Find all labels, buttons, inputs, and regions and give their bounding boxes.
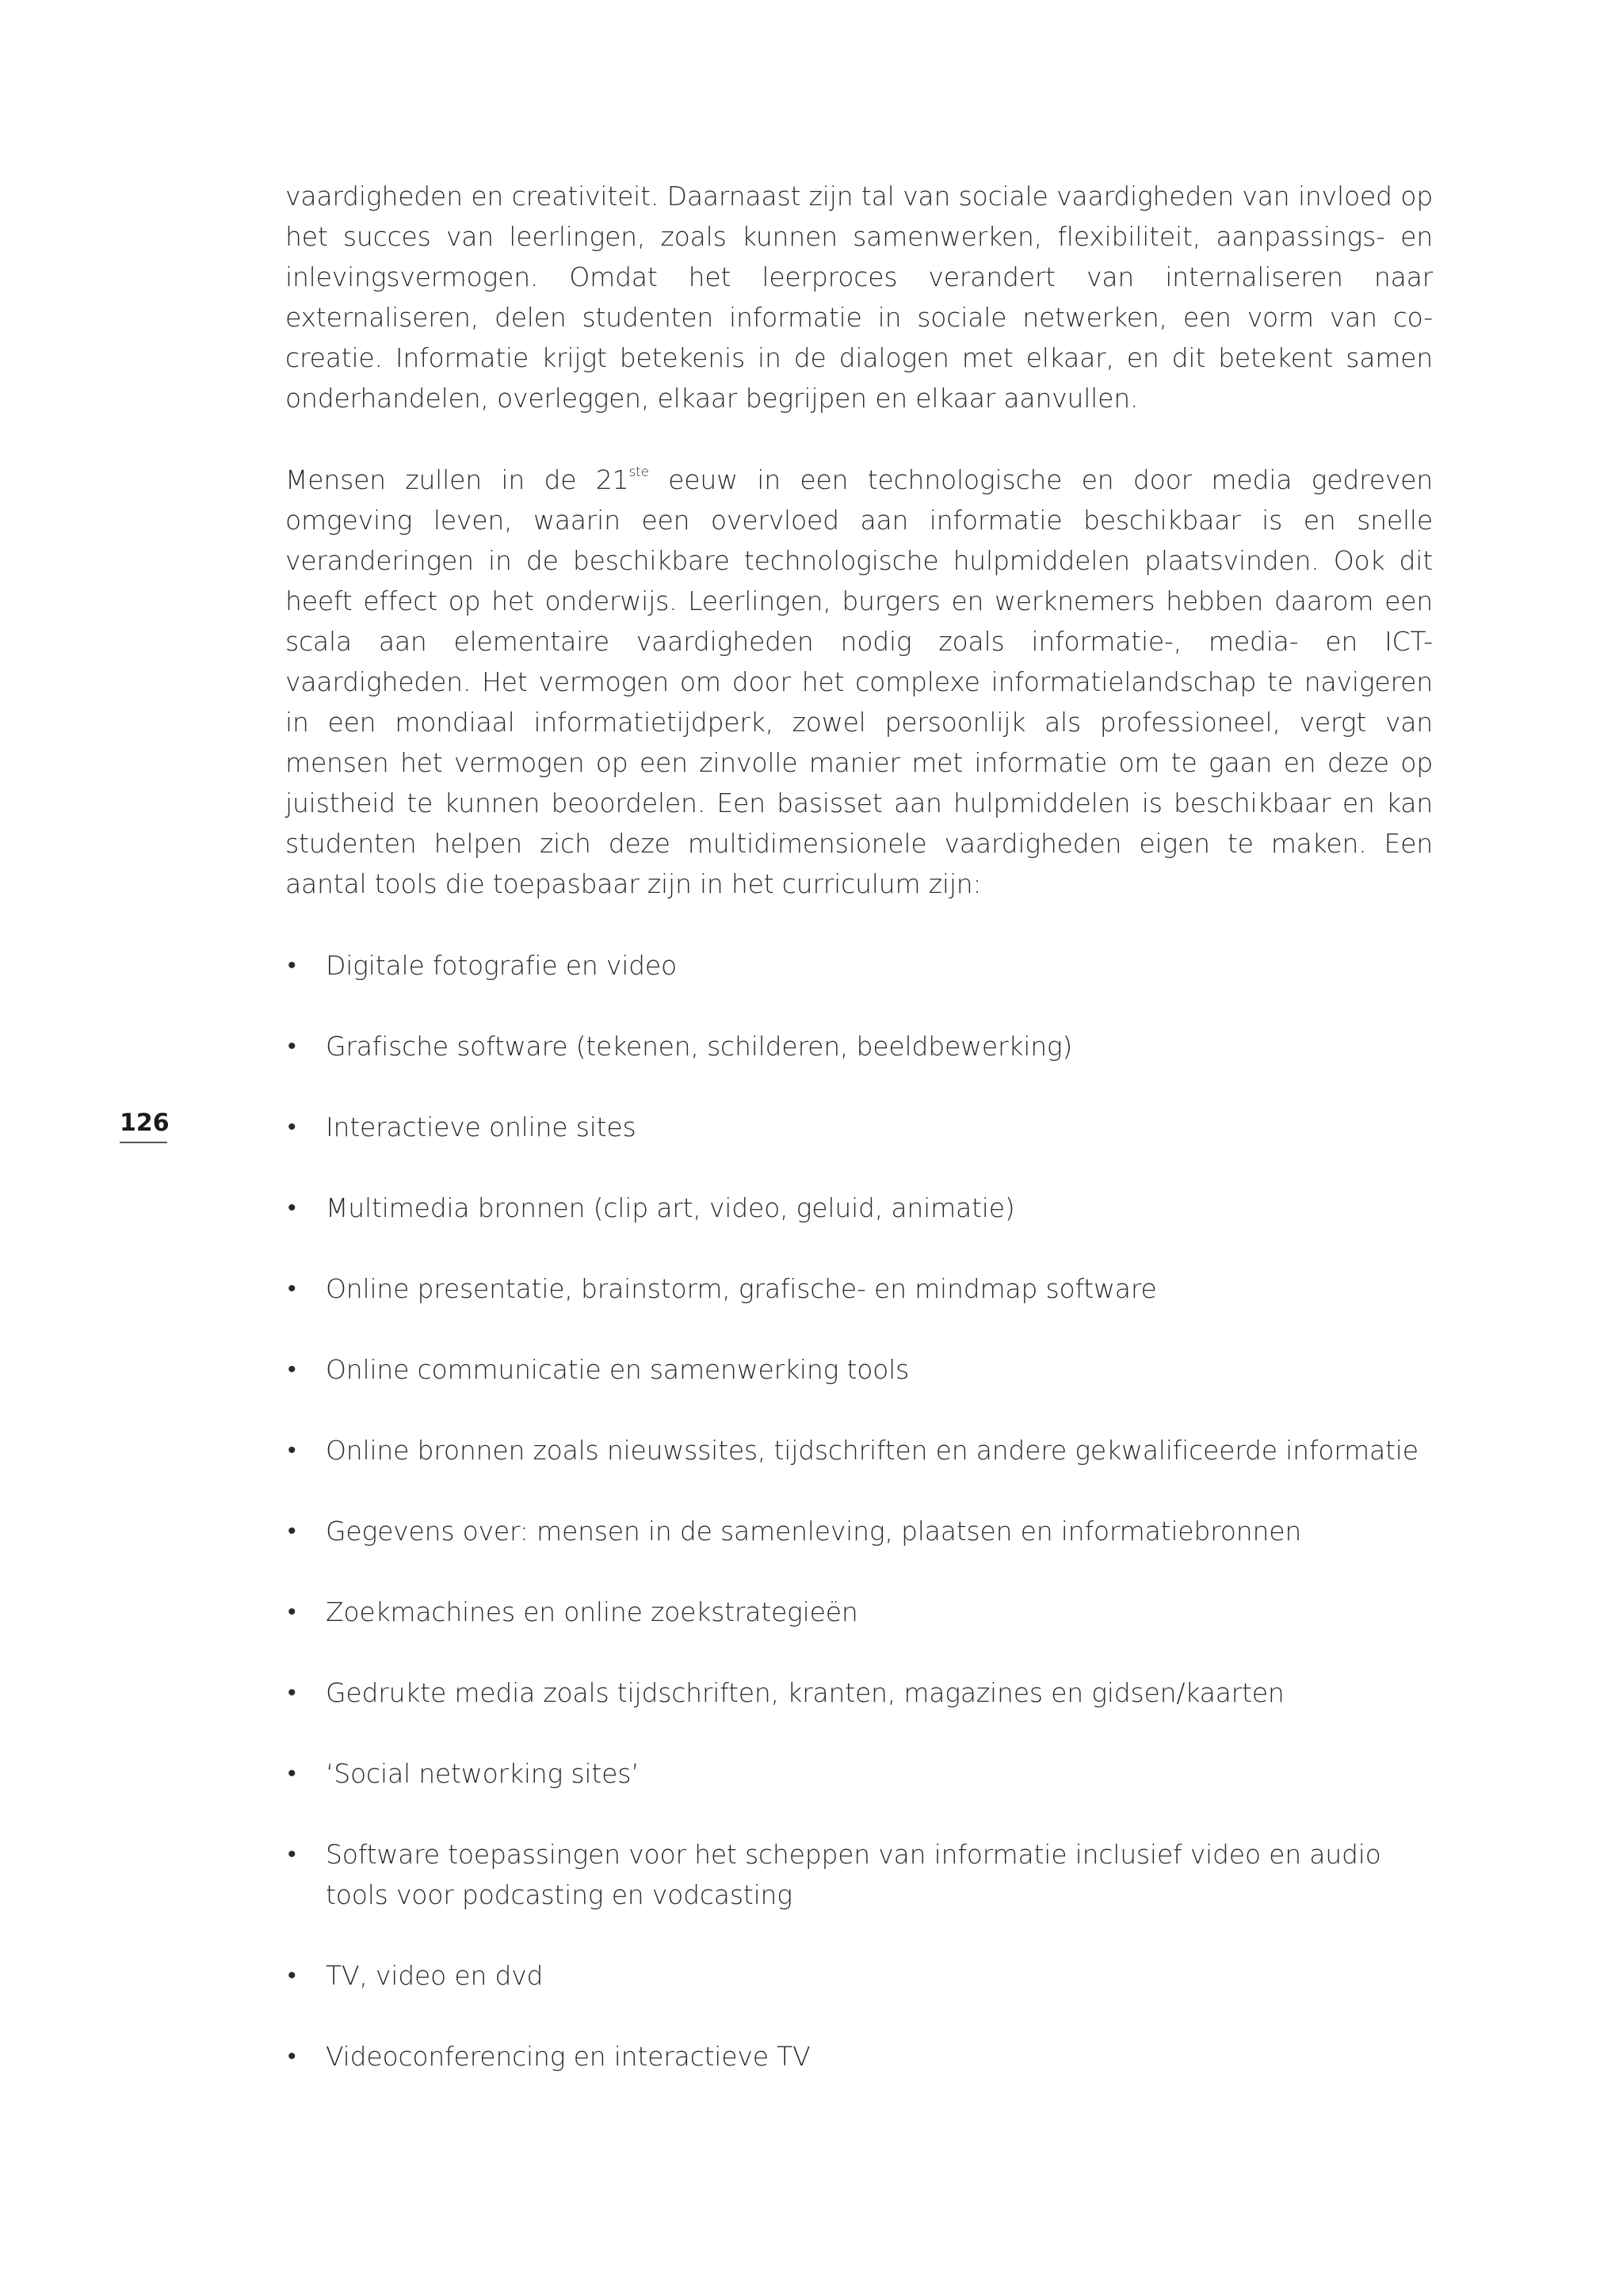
bullet-marker: • bbox=[288, 1679, 296, 1707]
list-item-text: Online bronnen zoals nieuwssites, tijdschriften en andere gekwalificeerde informatie bbox=[326, 1435, 1419, 1466]
paragraph-2-start: Mensen zullen in de 21 bbox=[285, 464, 629, 495]
list-item-text: Grafische software (tekenen, schilderen, beeldbewerking) bbox=[326, 1031, 1073, 1062]
ordinal-superscript: ste bbox=[628, 464, 649, 480]
list-item bbox=[285, 945, 1433, 986]
bullet-marker: • bbox=[288, 1598, 296, 1626]
list-item bbox=[285, 1268, 1433, 1309]
bullet-marker: • bbox=[288, 1113, 296, 1141]
list-item bbox=[285, 1753, 1433, 1794]
page-number: 126 bbox=[120, 1109, 167, 1143]
list-item-text: TV, video en dvd bbox=[326, 1960, 544, 1991]
list-item-text: Gedrukte media zoals tijdschriften, kranten, magazines en gidsen/kaarten bbox=[326, 1677, 1285, 1708]
bullet-marker: • bbox=[288, 1356, 296, 1383]
paragraph-2-rest: eeuw in een technologische en door media gedreven omgeving leven, waarin een overvloed aan informatie beschikbaar is en snelle veranderingen in de beschikbare technologische hulpmiddelen plaatsvinden. Ook dit heeft effect op het onderwijs. Leerlingen, burgers en werknemers hebben daarom een scala aan elementaire vaardigheden nodig zoals informatie-, media- en ICT-vaardigheden. Het vermogen om door het complexe informatielandschap te navigeren in een mondiaal informatietijdperk, zowel persoonlijk als professioneel, vergt van mensen het vermogen op een zinvolle manier met informatie om te gaan en deze op juistheid te kunnen beoordelen. Een basisset aan hulpmiddelen is beschikbaar en kan studenten helpen zich deze multidimensionele vaardigheden eigen te maken. Een aantal tools die toepasbaar zijn in het curriculum zijn: bbox=[285, 464, 1433, 899]
list-item-text: Digitale fotografie en video bbox=[326, 950, 678, 981]
list-item bbox=[285, 1349, 1433, 1390]
bullet-marker: • bbox=[288, 952, 296, 979]
list-item-text: Zoekmachines en online zoekstrategieën bbox=[326, 1596, 858, 1627]
list-item bbox=[285, 1672, 1433, 1713]
list-item bbox=[285, 1511, 1433, 1551]
list-item bbox=[285, 1592, 1433, 1632]
bullet-marker: • bbox=[288, 1760, 296, 1787]
bullet-marker: • bbox=[288, 1436, 296, 1464]
bullet-marker: • bbox=[288, 2042, 296, 2070]
list-item bbox=[285, 1107, 1433, 1147]
bullet-marker: • bbox=[288, 1517, 296, 1545]
paragraph-2 bbox=[285, 460, 1433, 904]
list-item-text: Online presentatie, brainstorm, grafische- en mindmap software bbox=[326, 1273, 1157, 1304]
bullet-marker: • bbox=[288, 1840, 296, 1868]
list-item bbox=[285, 1955, 1433, 1996]
list-item-text: Multimedia bronnen (clip art, video, geluid, animatie) bbox=[326, 1192, 1015, 1223]
tools-list bbox=[285, 945, 1433, 2077]
paragraph-1: vaardigheden en creativiteit. Daarnaast zijn tal van sociale vaardigheden van invloed op het succes van leerlingen, zoals kunnen samenwerken, flexibiliteit, aanpassings- en inlevingsvermogen. Omdat het leerproces verandert van internaliseren naar externaliseren, delen studenten informatie in sociale netwerken, een vorm van co-creatie. Informatie krijgt betekenis in de dialogen met elkaar, en dit betekent samen onderhandelen, overleggen, elkaar begrijpen en elkaar aanvullen. bbox=[285, 181, 1433, 414]
list-item-text: Interactieve online sites bbox=[326, 1112, 636, 1142]
list-item bbox=[285, 1430, 1433, 1470]
list-item-text: ‘Social networking sites’ bbox=[326, 1758, 640, 1789]
list-item-text: Software toepassingen voor het scheppen van informatie inclusief video en audio tools voor podcasting en vodcasting bbox=[326, 1839, 1381, 1910]
list-item-text: Videoconferencing en interactieve TV bbox=[326, 2041, 811, 2072]
list-item bbox=[285, 1026, 1433, 1066]
list-item bbox=[285, 1834, 1433, 1915]
list-item-text: Online communicatie en samenwerking tools bbox=[326, 1354, 910, 1385]
list-item-text: Gegevens over: mensen in de samenleving, plaatsen en informatiebronnen bbox=[326, 1516, 1302, 1547]
list-item bbox=[285, 1188, 1433, 1228]
bullet-marker: • bbox=[288, 1194, 296, 1222]
body-text bbox=[285, 176, 1433, 2117]
bullet-marker: • bbox=[288, 1962, 296, 1989]
bullet-marker: • bbox=[288, 1032, 296, 1060]
bullet-marker: • bbox=[288, 1275, 296, 1302]
list-item bbox=[285, 2036, 1433, 2077]
